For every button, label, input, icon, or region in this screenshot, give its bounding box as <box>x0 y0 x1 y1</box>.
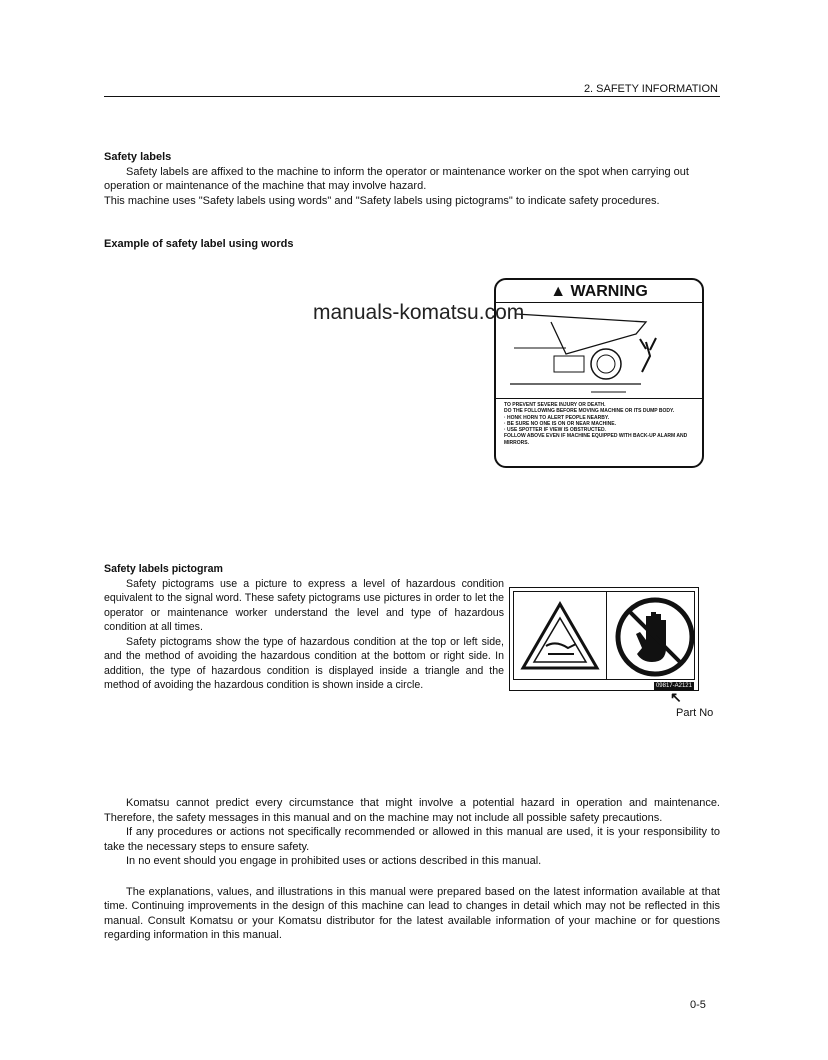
warning-line: DO THE FOLLOWING BEFORE MOVING MACHINE OR ITS DUMP BODY. <box>504 408 675 415</box>
arrow-icon: ↖ <box>670 689 682 705</box>
safety-labels-para-2: This machine uses "Safety labels using words" and "Safety labels using pictograms" to indicate safety procedures. <box>104 194 660 207</box>
page-number: 0-5 <box>690 999 706 1011</box>
hazard-triangle-icon <box>520 600 600 672</box>
header-rule <box>104 96 720 97</box>
pictogram-heading: Safety labels pictogram <box>104 563 223 575</box>
dump-truck-illustration <box>496 304 702 398</box>
section-header: 2. SAFETY INFORMATION <box>583 83 718 95</box>
pictogram-label <box>509 587 699 691</box>
pictogram-para-2: Safety pictograms show the type of hazardous condition at the top or left side, and the method of avoiding the hazardous condition at the bottom or right side. In addition, the type of hazardous condition is displayed inside a triangle and the method of avoiding the hazardous condition is shown inside a circle. <box>104 635 504 691</box>
pictogram-section <box>104 562 504 693</box>
part-code: 09817-A2121 <box>655 683 692 689</box>
pictogram-frame <box>513 591 695 680</box>
example-heading: Example of safety label using words <box>104 238 294 250</box>
warning-label <box>494 278 704 468</box>
warning-line: · HONK HORN TO ALERT PEOPLE NEARBY. <box>504 414 610 421</box>
warning-divider <box>496 398 702 399</box>
notice-para-3: In no event should you engage in prohibited uses or actions described in this manual. <box>126 855 542 867</box>
part-no-label: Part No <box>676 707 714 719</box>
warning-triangle-icon: ▲ <box>550 283 571 300</box>
warning-text <box>504 402 698 446</box>
warning-line: FOLLOW ABOVE EVEN IF MACHINE EQUIPPED WITH BACK-UP ALARM AND MIRRORS. <box>504 433 688 446</box>
watermark: manuals-komatsu.com <box>313 301 525 324</box>
warning-title: ▲ WARNING <box>496 282 702 303</box>
notice-para-2: If any procedures or actions not specifically recommended or allowed in this manual are used, it is your responsibility to take the necessary steps to ensure safety. <box>104 826 720 853</box>
no-touch-circle-icon <box>614 596 696 678</box>
safety-labels-heading: Safety labels <box>104 151 172 163</box>
warning-line: TO PREVENT SEVERE INJURY OR DEATH. <box>504 402 606 408</box>
warning-line: · BE SURE NO ONE IS ON OR NEAR MACHINE. <box>504 420 616 427</box>
pictogram-para-1: Safety pictograms use a picture to express a level of hazardous condition equivalent to the signal word. These safety pictograms use pictures in order to let the operator or maintenance worker understand the level and type of hazardous condition at all times. <box>104 577 504 633</box>
notice-para-1: Komatsu cannot predict every circumstance that might involve a potential hazard in operation and maintenance. Therefore, the safety messages in this manual and on the machine may not include all possible safety precautions. <box>104 797 720 824</box>
notice-para-4: The explanations, values, and illustrations in this manual were prepared based on the latest information available at that time. Continuing improvements in the design of this machine can lead to changes in detail which may not be reflected in this manual. Consult Komatsu or your Komatsu distributor for the latest available information of your machine or for questions regarding information in this manual. <box>104 885 720 941</box>
warning-line: · USE SPOTTER IF VIEW IS OBSTRUCTED. <box>504 427 606 434</box>
safety-labels-section <box>104 150 720 208</box>
notice-section <box>104 796 720 943</box>
safety-labels-para-1: Safety labels are affixed to the machine to inform the operator or maintenance worker on the spot when carrying out operation or maintenance of the machine that may involve hazard. <box>104 165 689 192</box>
pictogram-divider <box>606 592 607 679</box>
